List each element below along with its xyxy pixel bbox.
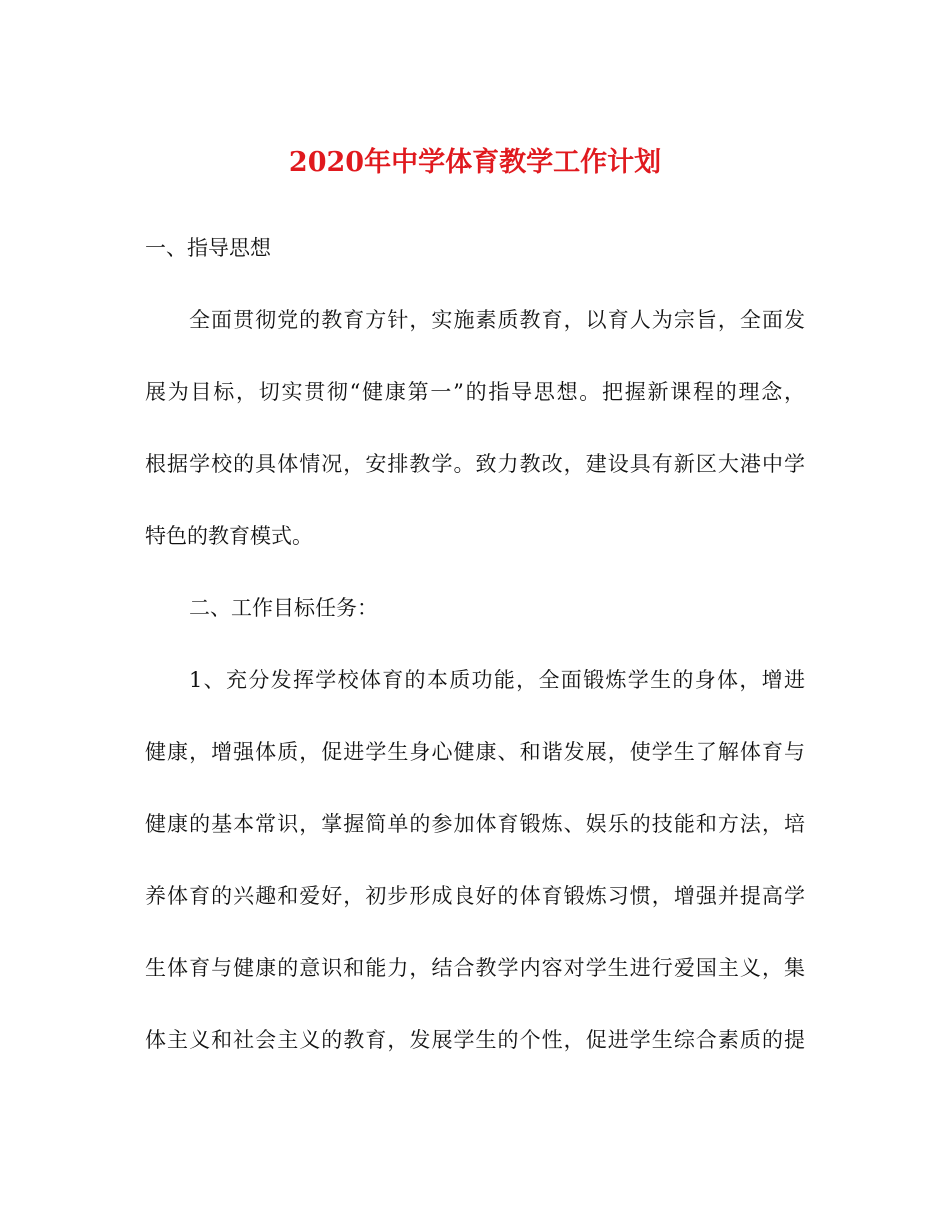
paragraph-line: 1、充分发挥学校体育的本质功能，全面锻炼学生的身体，增进 bbox=[189, 668, 805, 692]
paragraph-line: 体主义和社会主义的教育，发展学生的个性，促进学生综合素质的提 bbox=[145, 1028, 805, 1052]
paragraph-line: 生体育与健康的意识和能力，结合教学内容对学生进行爱国主义，集 bbox=[145, 956, 805, 980]
document-title: 2020年中学体育教学工作计划 bbox=[288, 147, 662, 178]
paragraph-line: 养体育的兴趣和爱好，初步形成良好的体育锻炼习惯，增强并提高学 bbox=[145, 884, 805, 908]
paragraph-line: 全面贯彻党的教育方针，实施素质教育，以育人为宗旨，全面发 bbox=[189, 308, 805, 332]
paragraph-line: 健康，增强体质，促进学生身心健康、和谐发展，使学生了解体育与 bbox=[145, 740, 805, 764]
section-heading-work-goals: 二、工作目标任务： bbox=[189, 596, 378, 620]
paragraph-line: 特色的教育模式。 bbox=[145, 524, 313, 548]
paragraph-line: 展为目标，切实贯彻“健康第一”的指导思想。把握新课程的理念， bbox=[145, 380, 805, 404]
paragraph-line: 健康的基本常识，掌握简单的参加体育锻炼、娱乐的技能和方法，培 bbox=[145, 812, 805, 836]
paragraph-line: 根据学校的具体情况，安排教学。致力教改，建设具有新区大港中学 bbox=[145, 452, 805, 476]
section-heading-guiding-ideology: 一、指导思想 bbox=[145, 236, 271, 260]
